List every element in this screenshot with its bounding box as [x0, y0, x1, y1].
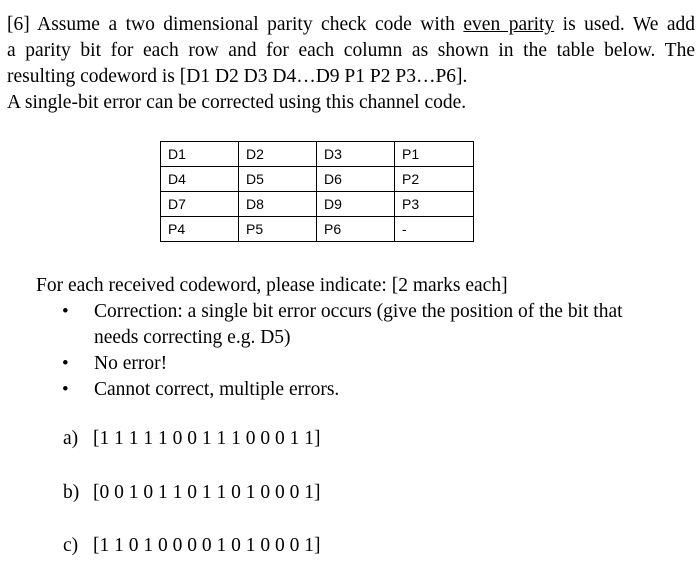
table-cell: D7	[161, 192, 239, 217]
codeword-label: c)	[63, 535, 79, 556]
table-row	[161, 142, 474, 167]
option-text: No error!	[94, 353, 168, 374]
table-cell: P5	[239, 217, 317, 242]
option-text: Cannot correct, multiple errors.	[94, 379, 340, 400]
codeword-a	[63, 428, 321, 450]
table-cell: P6	[317, 217, 395, 242]
table-cell: D3	[317, 142, 395, 167]
table-row	[161, 167, 474, 192]
table-row	[161, 217, 474, 242]
table-cell: P1	[395, 142, 474, 167]
list-item	[0, 299, 629, 351]
option-text: Correction: a single bit error occurs (give the position of the bit that needs correcting e.g. D5)	[94, 301, 623, 348]
even-parity-underlined: even parity	[463, 14, 555, 35]
bullet-icon: •	[62, 353, 69, 374]
question-line-1: [6] Assume a two dimensional parity check code with even parity is used. We add	[7, 14, 696, 35]
answer-options-list	[0, 299, 629, 403]
question-line-4: A single-bit error can be corrected using this channel code.	[7, 92, 467, 113]
table-cell: D1	[161, 142, 239, 167]
table-cell: D6	[317, 167, 395, 192]
instructions-intro: For each received codeword, please indicate: [2 marks each]	[36, 275, 508, 296]
table-cell: -	[395, 217, 474, 242]
codeword-c	[63, 535, 321, 557]
list-item	[0, 351, 629, 377]
question-line-2: a parity bit for each row and for each column as shown in the table below. The	[7, 40, 695, 61]
bullet-icon: •	[62, 379, 69, 400]
table-cell: P4	[161, 217, 239, 242]
table-cell: P3	[395, 192, 474, 217]
question-text	[7, 12, 695, 116]
table-cell: D4	[161, 167, 239, 192]
parity-table	[160, 141, 474, 242]
codeword-value: [1 1 1 1 1 0 0 1 1 1 0 0 0 1 1]	[93, 428, 321, 449]
bullet-icon: •	[62, 301, 69, 322]
table-cell: D9	[317, 192, 395, 217]
list-item	[0, 377, 629, 403]
table-cell: D5	[239, 167, 317, 192]
table-cell: D8	[239, 192, 317, 217]
table-cell: P2	[395, 167, 474, 192]
table-cell: D2	[239, 142, 317, 167]
question-line-3: resulting codeword is [D1 D2 D3 D4…D9 P1 P2 P3…P6].	[7, 66, 468, 87]
codeword-value: [1 1 0 1 0 0 0 0 1 0 1 0 0 0 1]	[93, 535, 321, 556]
codeword-value: [0 0 1 0 1 1 0 1 1 0 1 0 0 0 1]	[93, 482, 321, 503]
codeword-b	[63, 482, 321, 504]
codeword-label: a)	[63, 428, 79, 449]
table-row	[161, 192, 474, 217]
codeword-label: b)	[63, 482, 80, 503]
